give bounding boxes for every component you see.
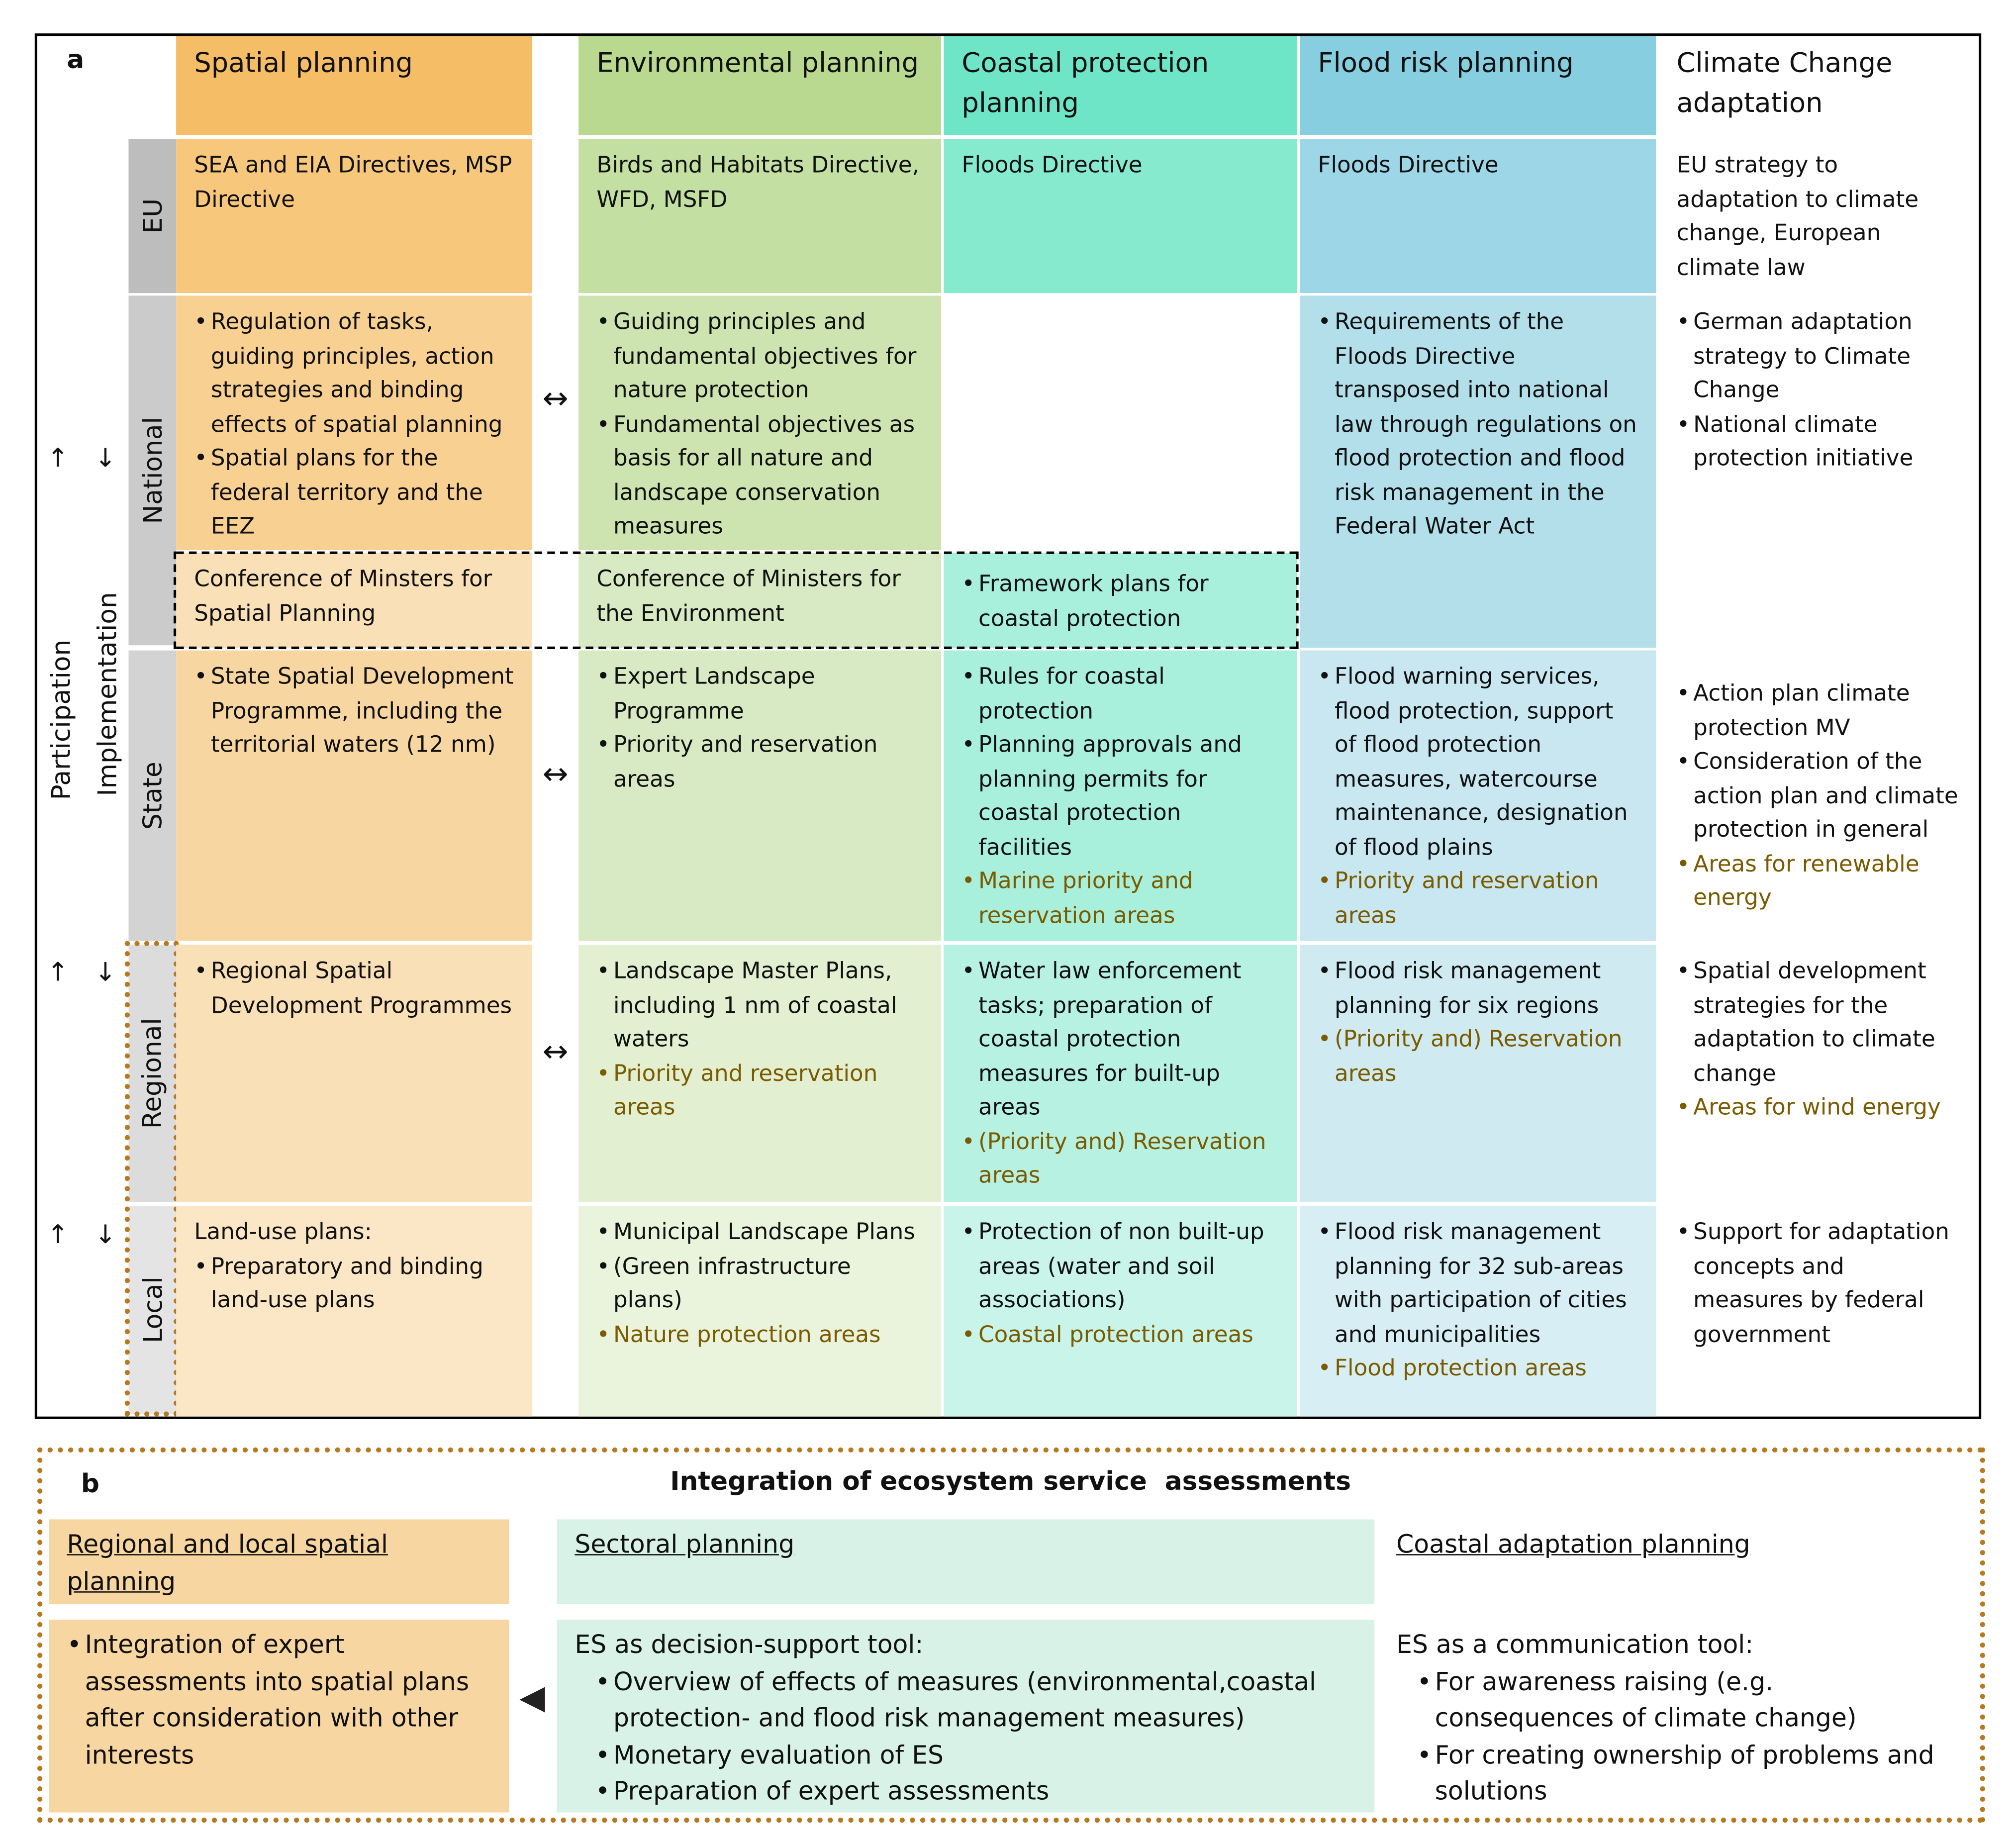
eu-flood: Floods Directive: [1300, 139, 1656, 293]
list-item: • Regulation of tasks, guiding principles, action strategies and binding effects of spatial planning: [194, 306, 514, 442]
list-item: • Planning approvals and planning permits for coastal protection facilities: [961, 729, 1279, 865]
list-item: • Action plan climate protection MV: [1677, 678, 1961, 746]
panel-b-title: Integration of ecosystem service assessments: [670, 1465, 1351, 1496]
local-coastal: [944, 1206, 1297, 1417]
national-environmental: [578, 295, 941, 550]
local-environmental: [578, 1206, 941, 1417]
conference-border-bottom: [176, 647, 1297, 649]
local-flood: [1300, 1206, 1656, 1417]
col3-header: Coastal adaptation planning: [1396, 1530, 1750, 1559]
state-flood: [1300, 651, 1656, 941]
conference-environment: Conference of Ministers for the Environment: [578, 553, 941, 648]
local-climate: [1658, 1206, 1979, 1417]
regional-coastal: [944, 945, 1297, 1202]
list-item: • State Spatial Development Programme, including the territorial waters (12 nm): [194, 661, 514, 763]
list-item: • Spatial plans for the federal territory and the EEZ: [194, 442, 514, 544]
list-item: • Landscape Master Plans, including 1 nm of coastal waters: [596, 955, 923, 1057]
list-item: • For creating ownership of problems and solutions: [1417, 1737, 1951, 1810]
regional-environmental: [578, 945, 941, 1202]
list-item: • Areas for wind energy: [1677, 1091, 1961, 1125]
header-environmental-planning: Environmental planning: [578, 36, 941, 135]
list-item: • National climate protection initiative: [1677, 408, 1961, 476]
list-item: • (Priority and) Reservation areas: [1318, 1023, 1638, 1091]
list-item: • Requirements of the Floods Directive transposed into national law through regulations on flood protection and flood risk management in the Federal Water Act: [1318, 306, 1638, 544]
list-item: • Protection of non built-up areas (water and soil associations): [961, 1216, 1279, 1318]
list-item: • Water law enforcement tasks; preparation of coastal protection measures for built-up areas: [961, 955, 1279, 1125]
national-climate: [1658, 295, 1979, 648]
bidirectional-arrow-icon: ↔: [542, 1033, 569, 1069]
regional-flood: [1300, 945, 1656, 1202]
regional-local-highlight: [125, 941, 179, 1417]
conference-border-right: [1296, 552, 1298, 649]
local-spatial-intro: Land-use plans:: [194, 1220, 372, 1246]
level-state: State: [128, 651, 176, 941]
participation-label: Participation: [45, 639, 76, 800]
level-national: National: [128, 295, 176, 645]
eu-spatial: SEA and EIA Directives, MSP Directive: [176, 139, 532, 293]
col3-body: [1378, 1620, 1970, 1813]
col1-body: [49, 1620, 509, 1813]
list-item: • Priority and reservation areas: [1318, 865, 1638, 933]
up-arrow-icon: ↑: [47, 1218, 69, 1250]
up-arrow-icon: ↑: [47, 442, 69, 473]
conference-spatial: Conference of Minsters for Spatial Planning: [176, 553, 532, 648]
list-item: • Flood risk management planning for six regions: [1318, 955, 1638, 1023]
list-item: • Coastal protection areas: [961, 1318, 1279, 1352]
eu-coastal: Floods Directive: [944, 139, 1297, 293]
list-item: • Flood risk management planning for 32 sub-areas with participation of cities and municipalities: [1318, 1216, 1638, 1353]
list-item: • Monetary evaluation of ES: [595, 1737, 1356, 1774]
list-item: • Regional Spatial Development Programmes: [194, 955, 514, 1023]
regional-spatial: [176, 945, 532, 1202]
down-arrow-icon: ↓: [95, 956, 116, 987]
list-item: • Spatial development strategies for the adaptation to climate change: [1677, 955, 1961, 1091]
list-item: • Marine priority and reservation areas: [961, 865, 1279, 933]
national-flood: [1300, 295, 1656, 648]
state-coastal: [944, 651, 1297, 941]
national-spatial: [176, 295, 532, 550]
list-item: • Overview of effects of measures (environmental,coastal protection- and flood risk management measures): [595, 1664, 1356, 1737]
header-coastal-protection-planning: Coastal protection planning: [944, 36, 1297, 135]
level-local: Local: [128, 1206, 176, 1414]
list-item: • Fundamental objectives as basis for all nature and landscape conservation measures: [596, 408, 923, 544]
implementation-label: Implementation: [91, 592, 122, 796]
local-spatial: [176, 1206, 532, 1417]
list-item: • (Green infrastructure plans): [596, 1250, 923, 1318]
list-item: • Preparation of expert assessments: [595, 1774, 1356, 1811]
level-regional: Regional: [128, 945, 176, 1202]
col2-header: Sectoral planning: [557, 1519, 1374, 1604]
list-item: • Priority and reservation areas: [596, 729, 923, 797]
list-item: • Support for adaptation concepts and measures by federal government: [1677, 1216, 1961, 1353]
list-item: • Municipal Landscape Plans: [596, 1216, 923, 1250]
conference-border-top: [176, 552, 1297, 554]
list-item: • Flood warning services, flood protection, support of flood protection measures, watercourse maintenance, designation of flood plains: [1318, 661, 1638, 865]
regional-climate: [1658, 945, 1979, 1202]
list-item: • German adaptation strategy to Climate Change: [1677, 306, 1961, 408]
list-item: • Guiding principles and fundamental objectives for nature protection: [596, 306, 923, 408]
list-item: • Rules for coastal protection: [961, 661, 1279, 729]
col1-header: Regional and local spatial planning: [49, 1519, 509, 1604]
list-item: • For awareness raising (e.g. consequences of climate change): [1417, 1664, 1951, 1737]
header-spatial-planning: Spatial planning: [176, 36, 532, 135]
list-item: • Flood protection areas: [1318, 1352, 1638, 1386]
list-item: • (Priority and) Reservation areas: [961, 1125, 1279, 1193]
state-environmental: [578, 651, 941, 941]
col2-intro: ES as decision-support tool:: [575, 1630, 924, 1660]
list-item: • Areas for renewable energy: [1677, 848, 1961, 916]
col2-body: [557, 1620, 1374, 1813]
bidirectional-arrow-icon: ↔: [542, 380, 569, 417]
list-item: • Integration of expert assessments into spatial plans after consideration with other interests: [67, 1627, 491, 1774]
header-climate-change-adaptation: Climate Change adaptation: [1676, 47, 1893, 118]
panel-b-letter: b: [81, 1468, 99, 1499]
state-spatial: [176, 651, 532, 941]
conference-border-left: [174, 552, 176, 649]
col3-intro: ES as a communication tool:: [1396, 1630, 1754, 1660]
panel-a-letter: a: [67, 43, 85, 75]
list-item: • Priority and reservation areas: [596, 1057, 923, 1125]
list-item: • Nature protection areas: [596, 1318, 923, 1352]
level-eu: EU: [128, 139, 176, 293]
coastal-framework-plans: [944, 553, 1297, 648]
list-item: • Preparatory and binding land-use plans: [194, 1250, 514, 1318]
header-flood-risk-planning: Flood risk planning: [1300, 36, 1656, 135]
list-item: • Expert Landscape Programme: [596, 661, 923, 729]
left-arrow-icon: ◀: [519, 1678, 545, 1718]
eu-environmental: Birds and Habitats Directive, WFD, MSFD: [578, 139, 941, 293]
list-item: • Framework plans for coastal protection: [961, 568, 1279, 636]
eu-climate: EU strategy to adaptation to climate change, European climate law: [1676, 153, 1919, 281]
down-arrow-icon: ↓: [95, 442, 116, 473]
down-arrow-icon: ↓: [95, 1218, 116, 1250]
list-item: • Consideration of the action plan and climate protection in general: [1677, 746, 1961, 848]
bidirectional-arrow-icon: ↔: [542, 756, 569, 792]
state-climate: [1658, 667, 1979, 941]
up-arrow-icon: ↑: [47, 956, 69, 987]
